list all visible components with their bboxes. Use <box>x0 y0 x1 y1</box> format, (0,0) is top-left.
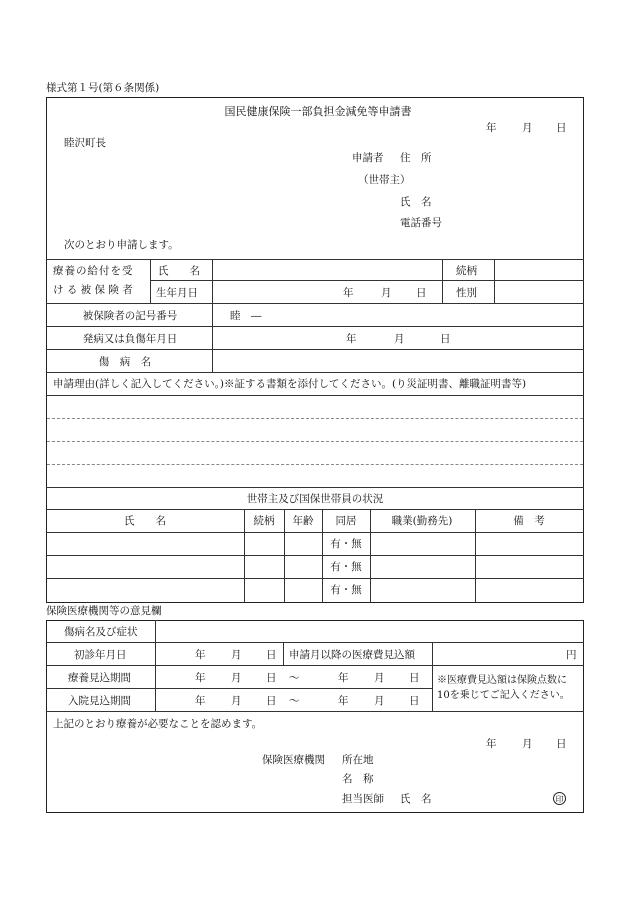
symptom-label: 傷病名及び症状 <box>64 626 138 638</box>
expected-cost-label: 申請月以降の医療費見込額 <box>289 649 415 661</box>
insured-birthdate-label: 生年月日 <box>156 287 198 299</box>
hp-start-day: 日 <box>266 695 277 707</box>
visit-month-label: 月 <box>231 649 242 661</box>
doctor-label: 担当医師 <box>342 793 384 805</box>
cohabit-option: 有・無 <box>330 538 362 550</box>
cert-day-label: 日 <box>556 738 567 750</box>
onset-day-label: 日 <box>440 333 451 345</box>
visit-year-label: 年 <box>195 649 206 661</box>
col-cohabit: 同居 <box>335 515 357 527</box>
yen-label: 円 <box>566 649 577 661</box>
birth-day-label: 日 <box>416 287 427 299</box>
addressee: 睦沢町長 <box>64 137 106 149</box>
col-remarks: 備 考 <box>513 515 545 527</box>
col-occupation: 職業(勤務先) <box>391 515 453 527</box>
onset-month-label: 月 <box>394 333 405 345</box>
cert-month-label: 月 <box>522 738 533 750</box>
hp-start-month: 月 <box>231 695 242 707</box>
medical-section-title: 保険医療機関等の意見欄 <box>46 605 162 617</box>
date-year-label: 年 <box>486 122 497 134</box>
insured-relation-label: 続柄 <box>456 265 477 277</box>
onset-date-label: 発病又は負傷年月日 <box>82 333 178 345</box>
symbol-prefix: 睦 ― <box>230 310 262 322</box>
date-day-label: 日 <box>556 122 567 134</box>
hp-end-year: 年 <box>338 695 349 707</box>
symbol-number-label: 被保険者の記号番号 <box>82 310 178 322</box>
applicant-phone-label: 電話番号 <box>400 217 442 229</box>
doctor-name-label: 氏 名 <box>400 793 432 805</box>
birth-month-label: 月 <box>381 287 392 299</box>
form-number-label: 様式第１号(第６条関係) <box>46 82 160 94</box>
visit-day-label: 日 <box>266 649 277 661</box>
reason-label: 申請理由(詳しく記入してください。)※証する書類を添付してください。(り災証明書、離職証明書等) <box>53 378 527 390</box>
institution-name-label: 名 称 <box>342 773 374 785</box>
insured-name-label: 氏 名 <box>158 265 200 277</box>
application-form <box>46 97 584 603</box>
tp-start-day: 日 <box>266 672 277 684</box>
certify-text: 上記のとおり療養が必要なことを認めます。 <box>53 718 263 730</box>
birth-year-label: 年 <box>343 287 354 299</box>
cost-note-line1: ※医療費見込額は保険点数に <box>437 675 567 686</box>
onset-year-label: 年 <box>346 333 357 345</box>
hospital-period-label: 入院見込期間 <box>68 695 131 707</box>
household-title: 世帯主及び国保世帯員の状況 <box>246 493 384 505</box>
cost-note-line2: 10を乗じてご記入ください。 <box>437 690 570 701</box>
cohabit-option: 有・無 <box>330 584 362 596</box>
col-relation: 続柄 <box>253 515 275 527</box>
cert-year-label: 年 <box>486 738 497 750</box>
tp-start-year: 年 <box>195 672 206 684</box>
applicant-name-label: 氏 名 <box>400 196 432 208</box>
seal-mark: 印 <box>553 792 566 805</box>
insured-group-label-1: 療養の給付を受 <box>53 265 134 277</box>
hp-end-month: 月 <box>374 695 385 707</box>
request-text: 次のとおり申請します。 <box>64 239 179 251</box>
insured-group-label-2: け る 被 保 険 者 <box>53 284 133 296</box>
hp-tilde: ～ <box>289 695 300 707</box>
form-title: 国民健康保険一部負担金減免等申請書 <box>224 105 412 118</box>
tp-start-month: 月 <box>231 672 242 684</box>
date-month-label: 月 <box>522 122 533 134</box>
tp-tilde: ～ <box>289 672 300 684</box>
institution-label: 保険医療機関 <box>262 754 325 766</box>
applicant-label: 申請者 <box>352 152 384 164</box>
col-name: 氏 名 <box>124 515 166 527</box>
location-label: 所在地 <box>342 754 374 766</box>
insured-sex-label: 性別 <box>456 287 477 299</box>
treatment-period-label: 療養見込期間 <box>68 672 131 684</box>
applicant-address-label: 住 所 <box>400 152 432 164</box>
household-head-label: （世帯主） <box>358 174 411 186</box>
cohabit-option: 有・無 <box>330 561 362 573</box>
hp-end-day: 日 <box>409 695 420 707</box>
tp-end-month: 月 <box>374 672 385 684</box>
col-age: 年齢 <box>292 515 314 527</box>
first-visit-label: 初診年月日 <box>74 649 127 661</box>
tp-end-year: 年 <box>338 672 349 684</box>
hp-start-year: 年 <box>195 695 206 707</box>
tp-end-day: 日 <box>409 672 420 684</box>
disease-name-label: 傷 病 名 <box>98 356 152 368</box>
